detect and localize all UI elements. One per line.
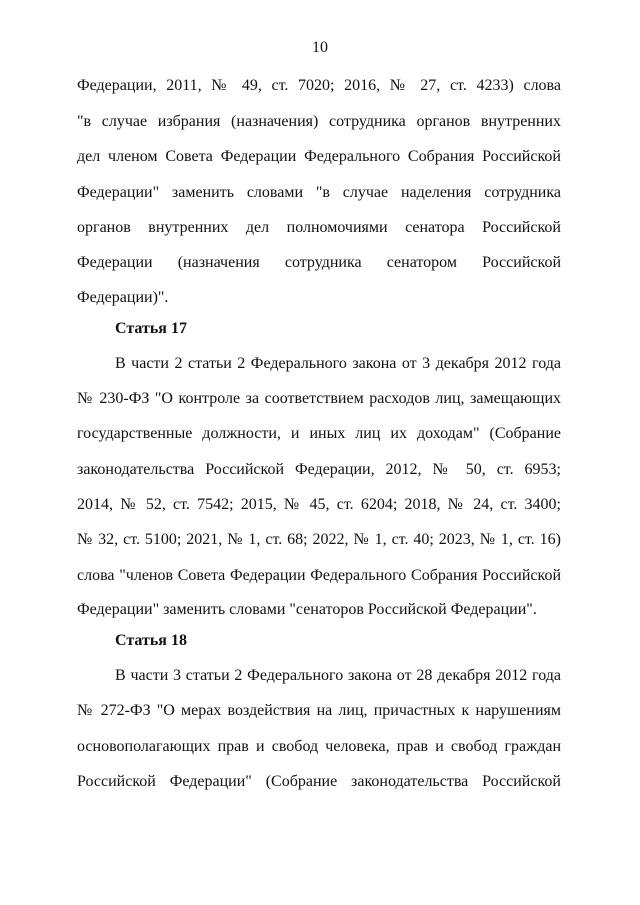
page-number: 10 [312,39,328,56]
text-line: Федерации (назначения сотрудника сенатором Российской [77,254,561,271]
text-line: слова "членов Совета Федерации Федерального Собрания Российской [77,567,561,584]
text-line: Российской Федерации" (Собрание законодательства Российской [77,773,561,790]
text-line: № 272-ФЗ "О мерах воздействия на лиц, причастных к нарушениям [77,702,561,719]
text-line: 2014, № 52, ст. 7542; 2015, № 45, ст. 6204; 2018, № 24, ст. 3400; [77,496,561,513]
text-line: Федерации)". [77,289,169,306]
text-line: Федерации" заменить словами "сенаторов Российской Федерации". [77,601,537,618]
text-line: дел членом Совета Федерации Федерального Собрания Российской [77,148,561,165]
text-line: В части 3 статьи 2 Федерального закона от 28 декабря 2012 года [115,667,561,684]
text-line: № 230-ФЗ "О контроле за соответствием расходов лиц, замещающих [77,390,561,407]
text-line: В части 2 статьи 2 Федерального закона от 3 декабря 2012 года [115,355,561,372]
article-17-heading: Статья 17 [115,320,187,337]
text-line: законодательства Российской Федерации, 2012, № 50, ст. 6953; [77,461,561,478]
text-line: основополагающих прав и свобод человека, прав и свобод граждан [77,738,561,755]
text-line: органов внутренних дел полномочиями сенатора Российской [77,219,561,236]
text-line: "в случае избрания (назначения) сотрудника органов внутренних [77,113,561,130]
text-line: государственные должности, и иных лиц их доходам" (Собрание [77,425,561,442]
text-line: № 32, ст. 5100; 2021, № 1, ст. 68; 2022, № 1, ст. 40; 2023, № 1, ст. 16) [77,531,561,548]
article-18-heading: Статья 18 [115,632,187,649]
text-line: Федерации, 2011, № 49, ст. 7020; 2016, № 27, ст. 4233) слова [77,77,561,94]
text-line: Федерации" заменить словами "в случае наделения сотрудника [77,184,561,201]
